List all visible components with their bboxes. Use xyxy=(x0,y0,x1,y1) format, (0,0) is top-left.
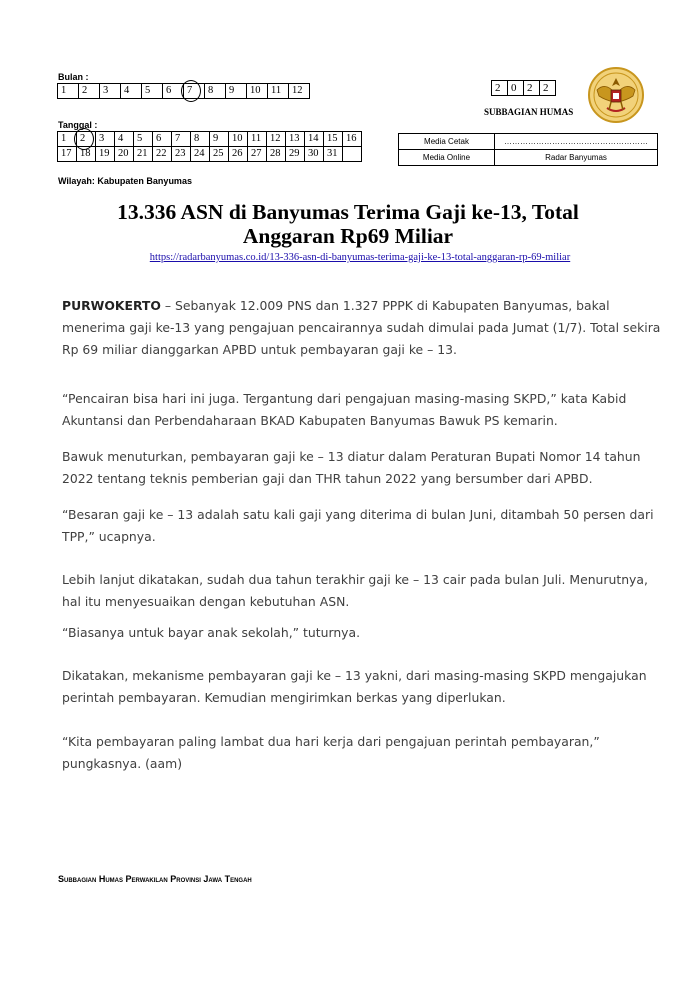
day-cell: 18 xyxy=(77,147,96,162)
day-cell: 22 xyxy=(153,147,172,162)
footer-org: Subbagian Humas Perwakilan Provinsi Jawa Tengah xyxy=(58,874,252,884)
day-cell: 3 xyxy=(96,132,115,147)
paragraph-2: “Pencairan bisa hari ini juga. Tergantung dari pengajuan masing-masing SKPD,” kata Kabid Akuntansi dan Perbendaharaan BKAD Kabupaten Banyumas Bawuk PS kemarin. xyxy=(62,391,627,428)
day-cell: 26 xyxy=(229,147,248,162)
day-cell: 1 xyxy=(58,132,77,147)
day-cell: 31 xyxy=(324,147,343,162)
media-online-label: Media Online xyxy=(399,150,495,166)
day-cell: 15 xyxy=(324,132,343,147)
paragraph-3: Bawuk menuturkan, pembayaran gaji ke – 13 diatur dalam Peraturan Bupati Nomor 14 tahun 2022 tentang teknis pemberian gaji dan THR tahun 2022 yang bersumber dari APBD. xyxy=(62,449,641,486)
day-cell: 21 xyxy=(134,147,153,162)
month-cell: 7 xyxy=(184,84,205,99)
article-title-line2: Anggaran Rp69 Miliar xyxy=(242,224,454,248)
paragraph-6: “Biasanya untuk bayar anak sekolah,” tuturnya. xyxy=(62,625,361,640)
dateline: PURWOKERTO xyxy=(62,298,161,313)
day-cell: 8 xyxy=(191,132,210,147)
month-cell: 4 xyxy=(121,84,142,99)
day-cell: 2 xyxy=(77,132,96,147)
month-grid xyxy=(57,83,310,99)
day-cell: 27 xyxy=(248,147,267,162)
media-cetak-value: ……………………………………………… xyxy=(495,134,658,150)
day-cell: 25 xyxy=(210,147,229,162)
tanggal-label: Tanggal : xyxy=(58,120,98,130)
day-cell: 23 xyxy=(172,147,191,162)
garuda-logo-icon xyxy=(587,66,645,124)
month-cell: 11 xyxy=(268,84,289,99)
day-cell: 12 xyxy=(267,132,286,147)
wilayah-label: Wilayah: Kabupaten Banyumas xyxy=(58,176,192,186)
paragraph-5: Lebih lanjut dikatakan, sudah dua tahun terakhir gaji ke – 13 cair pada bulan Juli. Menurutnya, hal itu menyesuaikan dengan kebutuhan ASN. xyxy=(62,572,648,609)
day-cell xyxy=(343,147,362,162)
day-cell: 29 xyxy=(286,147,305,162)
article-title xyxy=(40,200,656,248)
day-cell: 16 xyxy=(343,132,362,147)
year-digit-cell: 2 xyxy=(524,81,540,96)
month-selected-circle xyxy=(181,80,201,102)
day-selected-circle xyxy=(74,128,94,150)
day-cell: 30 xyxy=(305,147,324,162)
month-cell: 9 xyxy=(226,84,247,99)
month-cell: 5 xyxy=(142,84,163,99)
article-url-link[interactable]: https://radarbanyumas.co.id/13-336-asn-di-banyumas-terima-gaji-ke-13-total-anggaran-rp-69-miliar xyxy=(149,252,571,263)
year-box xyxy=(491,80,556,96)
bulan-label: Bulan : xyxy=(58,72,89,82)
day-cell: 13 xyxy=(286,132,305,147)
month-cell: 2 xyxy=(79,84,100,99)
media-table xyxy=(398,133,658,166)
day-cell: 20 xyxy=(115,147,134,162)
day-grid xyxy=(57,131,362,162)
media-row-online xyxy=(399,150,658,166)
year-digit-cell: 2 xyxy=(540,81,556,96)
day-cell: 10 xyxy=(229,132,248,147)
month-cell: 12 xyxy=(289,84,310,99)
day-cell: 6 xyxy=(153,132,172,147)
year-digit-cell: 2 xyxy=(492,81,508,96)
media-row-cetak xyxy=(399,134,658,150)
month-cell: 8 xyxy=(205,84,226,99)
day-cell: 11 xyxy=(248,132,267,147)
day-cell: 4 xyxy=(115,132,134,147)
month-cell: 1 xyxy=(58,84,79,99)
month-cell: 10 xyxy=(247,84,268,99)
day-cell: 14 xyxy=(305,132,324,147)
article-title-line1: 13.336 ASN di Banyumas Terima Gaji ke-13, Total xyxy=(117,200,579,224)
day-cell: 24 xyxy=(191,147,210,162)
day-cell: 5 xyxy=(134,132,153,147)
day-cell: 7 xyxy=(172,132,191,147)
paragraph-7: Dikatakan, mekanisme pembayaran gaji ke – 13 yakni, dari masing-masing SKPD mengajukan perintah pembayaran. Kemudian mengirimkan berkas yang diperlukan. xyxy=(62,668,647,705)
paragraph-1-text: – Sebanyak 12.009 PNS dan 1.327 PPPK di Kabupaten Banyumas, bakal menerima gaji ke-13 yang pengajuan pencairannya sudah dimulai pada Jumat (1/7). Total sekira Rp 69 miliar dianggarkan APBD untuk pembayaran gaji ke – 13. xyxy=(62,298,661,357)
paragraph-1 xyxy=(62,295,662,361)
media-online-value: Radar Banyumas xyxy=(495,150,658,166)
day-cell: 9 xyxy=(210,132,229,147)
year-digit-cell: 0 xyxy=(508,81,524,96)
day-cell: 28 xyxy=(267,147,286,162)
month-cell: 6 xyxy=(163,84,184,99)
media-cetak-label: Media Cetak xyxy=(399,134,495,150)
day-cell: 17 xyxy=(58,147,77,162)
day-cell: 19 xyxy=(96,147,115,162)
paragraph-4: “Besaran gaji ke – 13 adalah satu kali gaji yang diterima di bulan Juni, ditambah 50 persen dari TPP,” ucapnya. xyxy=(62,507,654,544)
org-name: SUBBAGIAN HUMAS xyxy=(484,107,574,117)
month-cell: 3 xyxy=(100,84,121,99)
paragraph-8: “Kita pembayaran paling lambat dua hari kerja dari pengajuan perintah pembayaran,” pungkasnya. (aam) xyxy=(62,734,600,771)
